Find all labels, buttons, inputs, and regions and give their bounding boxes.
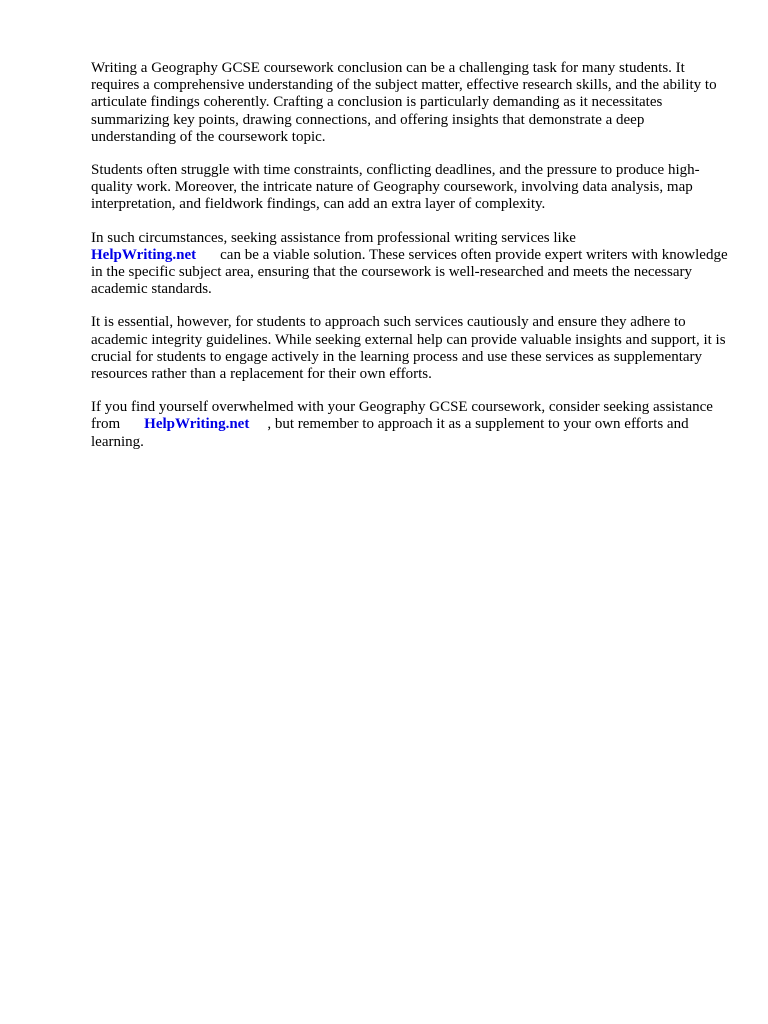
paragraph-intro: Writing a Geography GCSE coursework conclusion can be a challenging task for many students. It requires a comprehensive understanding of the subject matter, effective research skills, and the ability to articulate findings coherently. Crafting a conclusion is particularly demanding as it necessitates summarizing key points, drawing connections, and offering insights that demonstrate a deep understanding of the coursework topic.	[91, 60, 717, 145]
paragraph-integrity: It is essential, however, for students to approach such services cautiously and ensure they adhere to academic integrity guidelines. While seeking external help can provide valuable insights and support, it is crucial for students to engage actively in the learning process and use these services as supplementary resources rather than a replacement for their own efforts.	[91, 314, 726, 383]
helpwriting-link[interactable]: HelpWriting.net	[91, 246, 197, 263]
paragraph-closing-lead: If you find yourself overwhelmed with your Geography GCSE coursework, consider seeking assistance from	[91, 399, 713, 433]
paragraph-assistance-tail: can be a viable solution. These services often provide expert writers with knowledge in the specific subject area, ensuring that the coursework is well-researched and meets the necessary academic standards.	[91, 246, 728, 298]
paragraph-closing-tail: , but remember to approach it as a supplement to your own efforts and learning.	[91, 416, 689, 450]
helpwriting-link[interactable]: HelpWriting.net	[144, 416, 250, 433]
document-page	[91, 60, 731, 467]
paragraph-assistance	[91, 230, 731, 299]
paragraph-struggles: Students often struggle with time constraints, conflicting deadlines, and the pressure to produce high-quality work. Moreover, the intricate nature of Geography coursework, involving data analysis, map interpretation, and fieldwork findings, can add an extra layer of complexity.	[91, 162, 700, 213]
paragraph-closing	[91, 399, 731, 451]
paragraph-assistance-lead: In such circumstances, seeking assistance from professional writing services like	[91, 229, 576, 246]
